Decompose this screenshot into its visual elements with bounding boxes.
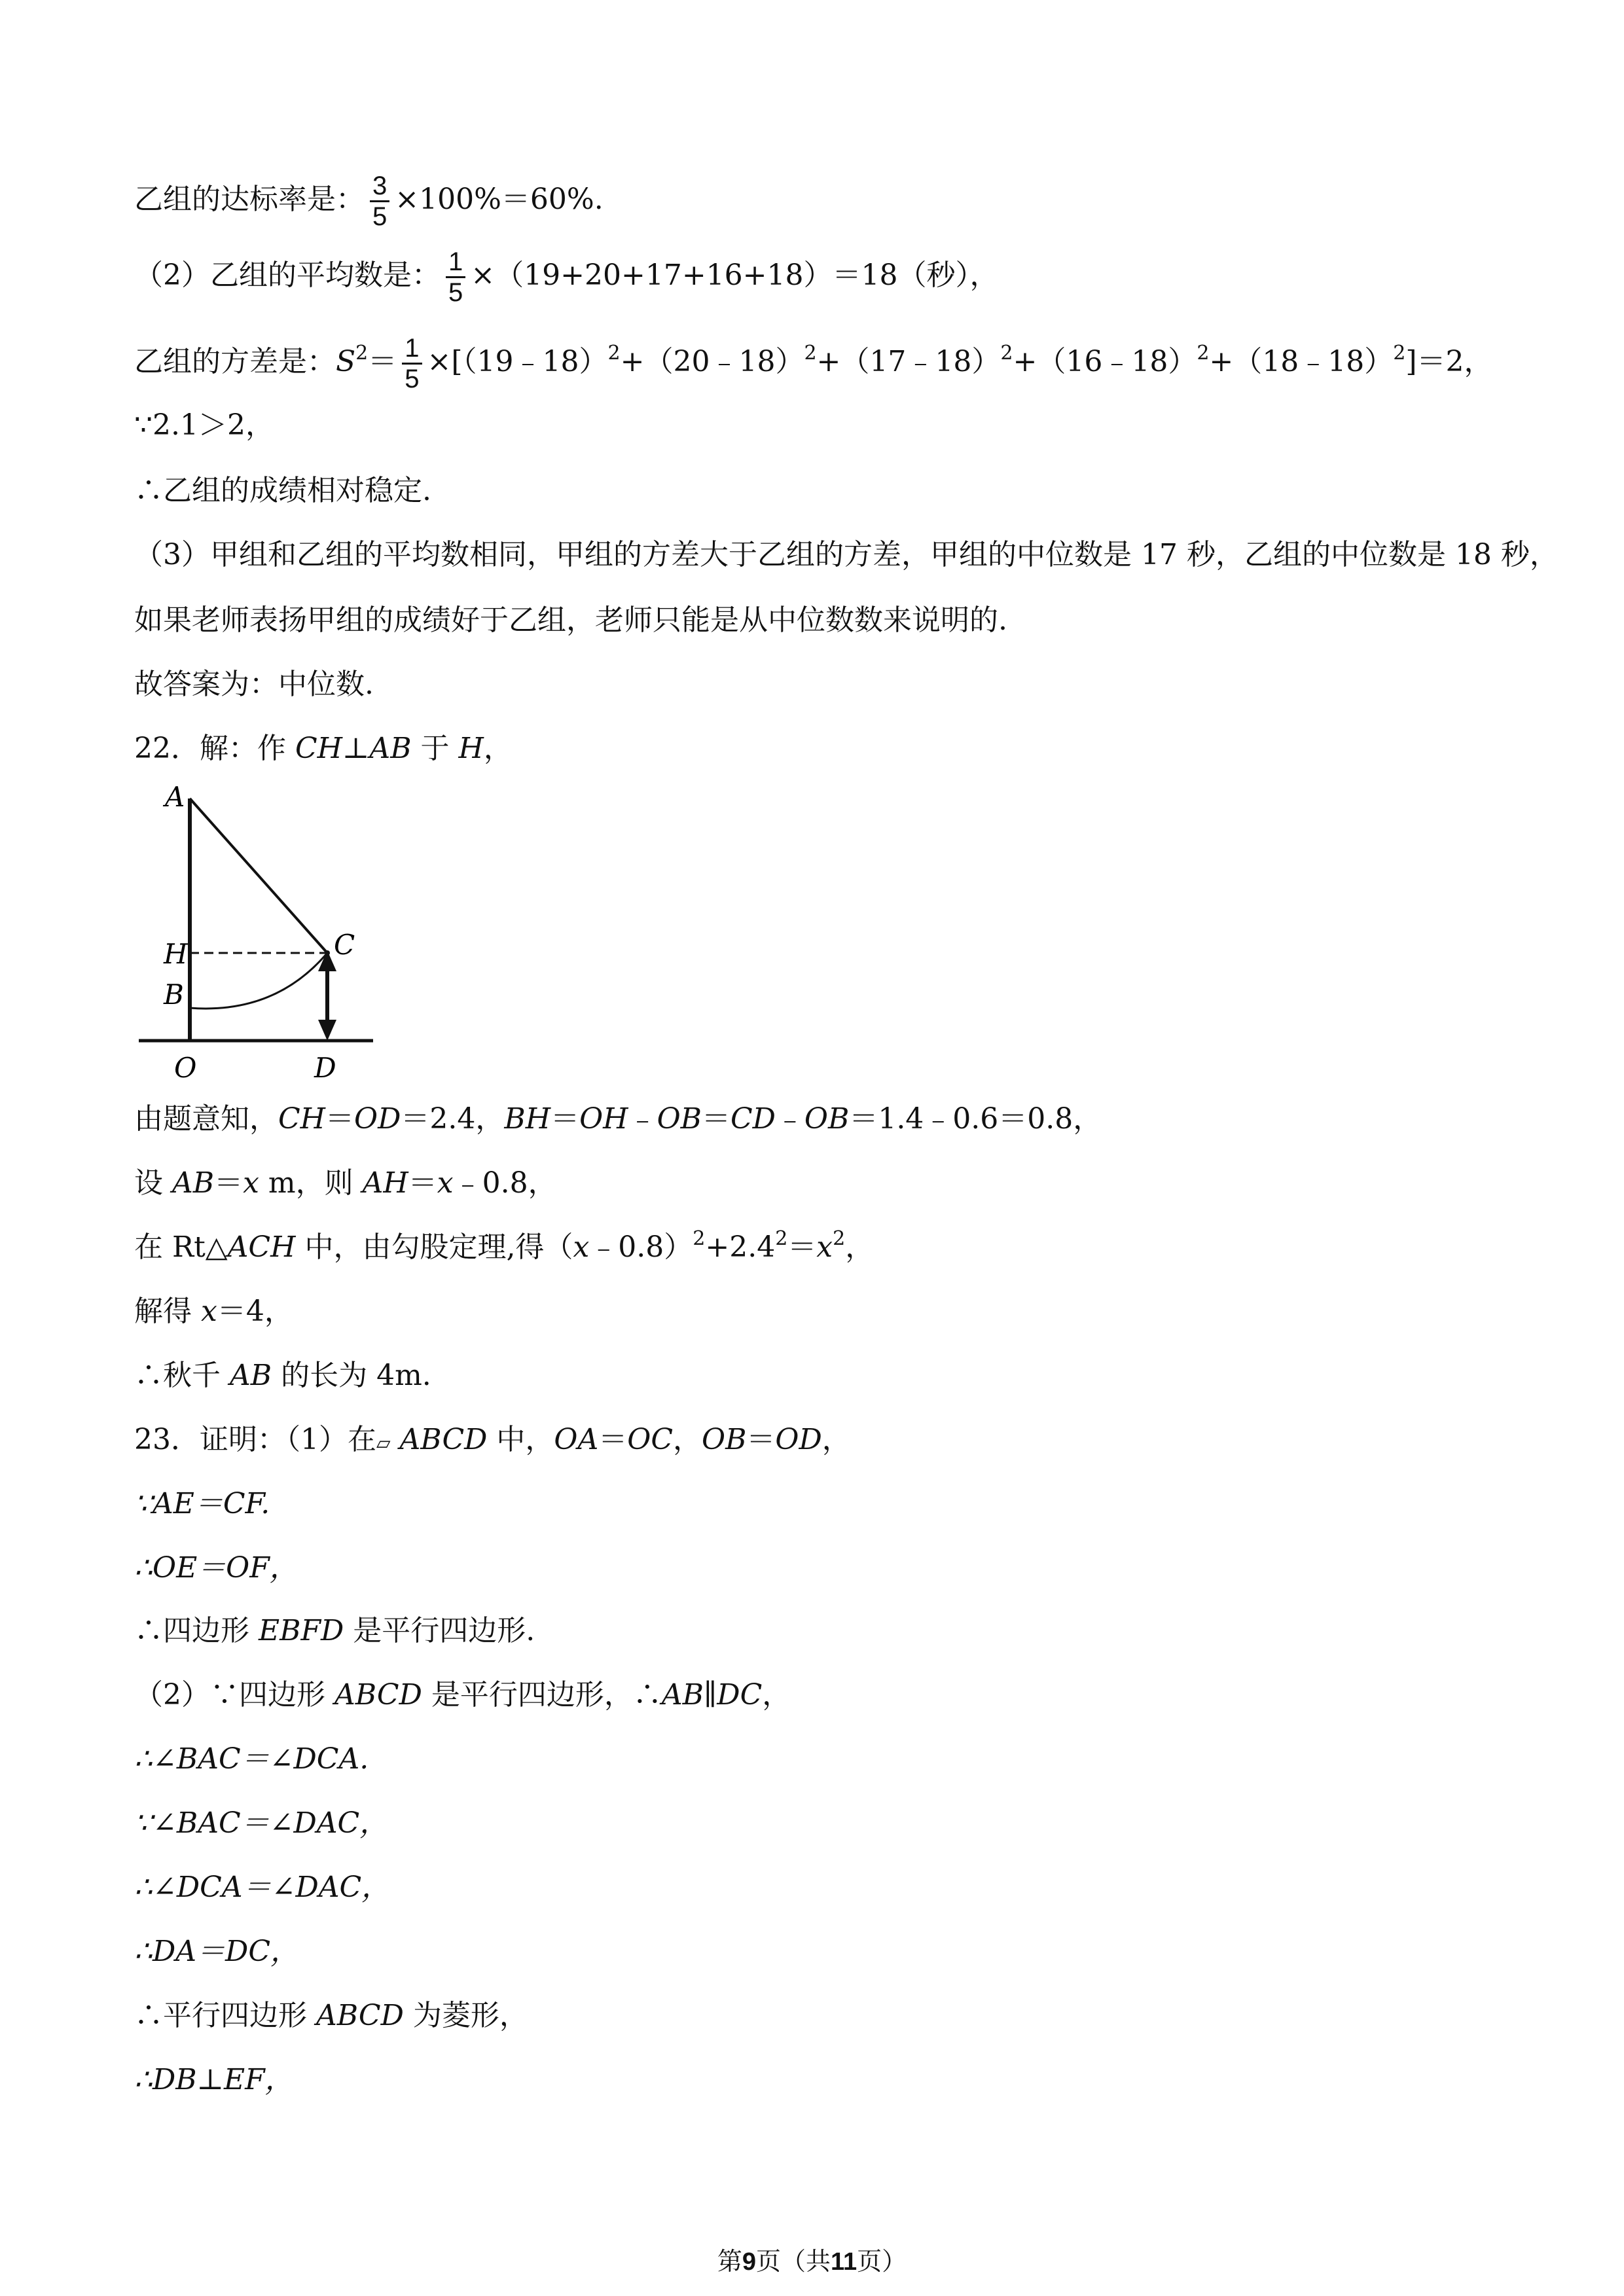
label-o: O bbox=[174, 1052, 197, 1084]
s21-line-mean: （2）乙组的平均数是： $\frac{1}{5}$ ×（19+20+17+16+18）＝18（秒）， bbox=[134, 247, 999, 307]
s23-line-7: ∵∠BAC＝∠DAC， bbox=[134, 1806, 389, 1840]
page-footer: 第9页（共11页） bbox=[717, 2247, 907, 2276]
s23-line-8: ∴∠DCA＝∠DAC， bbox=[134, 1871, 391, 1904]
s23-line-2: ∵AE＝CF. bbox=[134, 1487, 270, 1520]
s23-line-3: ∴OE＝OF， bbox=[134, 1551, 298, 1585]
label-h: H bbox=[164, 938, 188, 970]
fraction: $\frac{1}{5}$ bbox=[402, 334, 422, 393]
s21-line-part3: （3）甲组和乙组的平均数相同，甲组的方差大于乙组的方差，甲组的中位数是 17 秒，乙组的中位数是 18 秒， bbox=[134, 538, 1559, 571]
s22-line-pythagoras: 在 Rt△ACH 中，由勾股定理,得$(x﹣0.8)^2+2.4^2=x^2$， bbox=[134, 1227, 875, 1264]
s22-line-given: 由题意知，CH＝OD＝2.4，BH＝OH﹣OB＝CD﹣OB＝1.4﹣0.6＝0.8， bbox=[134, 1102, 1102, 1136]
s21-line-part3-cont: 如果老师表扬甲组的成绩好于乙组，老师只能是从中位数数来说明的. bbox=[134, 603, 1007, 637]
s21-line-answer: 故答案为：中位数. bbox=[134, 668, 374, 701]
s22-line-solve: 解得 x＝4， bbox=[134, 1295, 293, 1328]
s23-line-10: ∴平行四边形 ABCD 为菱形， bbox=[134, 1999, 528, 2032]
segment-ac bbox=[190, 798, 327, 953]
s22-line-result: ∴秋千 AB 的长为 4m. bbox=[134, 1359, 431, 1392]
s23-line-4: ∴四边形 EBFD 是平行四边形. bbox=[134, 1614, 535, 1647]
s22-heading: 22．解：作 CH⊥AB 于 H， bbox=[134, 732, 513, 765]
swing-diagram bbox=[131, 779, 393, 1093]
s21-line-rate: 乙组的达标率是： $\frac{3}{5}$ ×100%＝60%. bbox=[134, 171, 604, 231]
s23-line-6: ∴∠BAC＝∠DCA. bbox=[134, 1742, 369, 1776]
fraction: $\frac{1}{5}$ bbox=[446, 247, 465, 307]
arc-bc bbox=[190, 953, 327, 1009]
s23-heading: 23．证明：（1）在▱ ABCD 中，OA＝OC，OB＝OD， bbox=[134, 1423, 851, 1456]
page-total: 11 bbox=[830, 2248, 857, 2276]
arrow-down-icon bbox=[318, 1020, 336, 1041]
s21-line-variance: 乙组的方差是：$S^2=$ $\frac{1}{5}$ ×[（19﹣18）$^2$+（20﹣18）$^2$+（17﹣18）$^2$+（16﹣18）$^2$+（18﹣18）$^2$]＝2， bbox=[134, 334, 1493, 393]
page-number: 9 bbox=[742, 2248, 756, 2276]
label-d: D bbox=[314, 1052, 336, 1084]
s21-line-conclusion: ∴乙组的成绩相对稳定. bbox=[134, 474, 431, 507]
s23-line-5: （2）∵四边形 ABCD 是平行四边形，∴AB∥DC， bbox=[134, 1678, 791, 1712]
label-b: B bbox=[164, 978, 184, 1011]
s21-line-compare: ∵2.1＞2， bbox=[134, 408, 274, 442]
label-c: C bbox=[334, 929, 355, 961]
point-c bbox=[325, 950, 330, 956]
fraction: $\frac{3}{5}$ bbox=[370, 171, 389, 231]
label-a: A bbox=[165, 781, 185, 813]
s22-line-assume: 设 AB＝x m，则 AH＝x﹣0.8， bbox=[134, 1166, 557, 1200]
s23-line-9: ∴DA＝DC， bbox=[134, 1935, 299, 1968]
s23-line-11: ∴DB⊥EF， bbox=[134, 2063, 294, 2096]
